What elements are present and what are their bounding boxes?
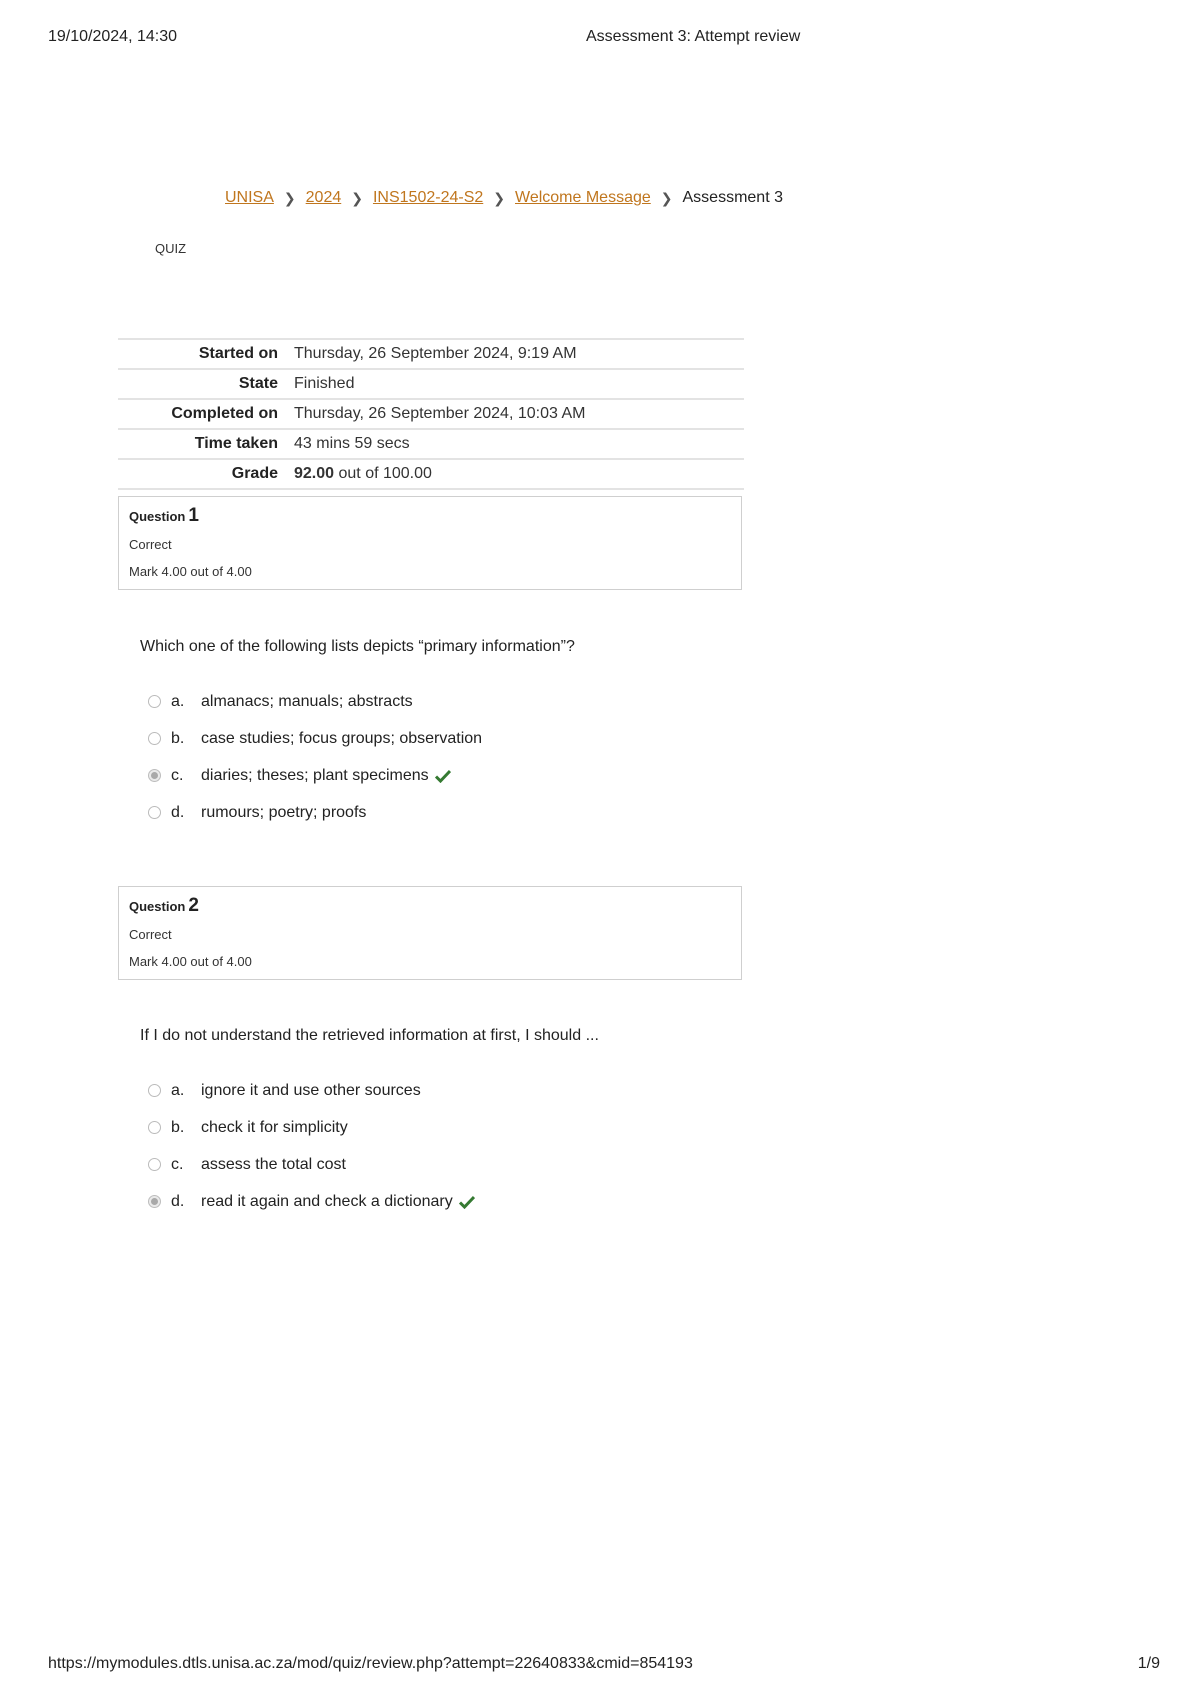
breadcrumb-current: Assessment 3 [682, 189, 783, 206]
attempt-summary-table [118, 338, 744, 490]
grade-out-of: out of 100.00 [338, 465, 432, 482]
grade-score: 92.00 [294, 465, 335, 482]
summary-label: Time taken [118, 429, 294, 459]
summary-value: Thursday, 26 September 2024, 9:19 AM [294, 339, 744, 369]
answer-letter: d. [171, 803, 185, 821]
check-icon [435, 769, 451, 783]
answer-list-1 [148, 683, 708, 831]
answer-text: rumours; poetry; proofs [201, 803, 367, 821]
question-number [129, 895, 731, 917]
summary-row-time-taken [118, 429, 744, 459]
summary-value [294, 459, 744, 489]
answer-text: read it again and check a dictionary [201, 1192, 453, 1210]
answer-option [148, 720, 708, 757]
chevron-right-icon: ❯ [660, 189, 673, 206]
summary-value: Finished [294, 369, 744, 399]
answer-radio[interactable] [148, 695, 161, 708]
question-text-1: Which one of the following lists depicts “primary information”? [140, 638, 575, 655]
answer-option-selected [148, 757, 708, 794]
answer-letter: c. [171, 1155, 184, 1173]
question-number-value: 2 [188, 895, 199, 916]
answer-list-2 [148, 1072, 708, 1220]
answer-radio[interactable] [148, 732, 161, 745]
chevron-right-icon: ❯ [283, 189, 296, 206]
answer-text: assess the total cost [201, 1155, 346, 1173]
answer-radio[interactable] [148, 1084, 161, 1097]
summary-row-completed [118, 399, 744, 429]
answer-option [148, 1146, 708, 1183]
answer-text: diaries; theses; plant specimens [201, 766, 429, 784]
answer-letter: b. [171, 1118, 185, 1136]
answer-radio[interactable] [148, 1121, 161, 1134]
answer-text: ignore it and use other sources [201, 1081, 421, 1099]
summary-value: Thursday, 26 September 2024, 10:03 AM [294, 399, 744, 429]
activity-type-label: QUIZ [155, 241, 187, 256]
answer-option [148, 1109, 708, 1146]
question-info-2 [118, 886, 742, 980]
answer-option [148, 1072, 708, 1109]
question-text-2: If I do not understand the retrieved information at first, I should ... [140, 1027, 599, 1044]
question-state: Correct [129, 927, 172, 942]
question-number-value: 1 [188, 505, 199, 526]
breadcrumb-link-year[interactable]: 2024 [305, 189, 342, 206]
print-datetime: 19/10/2024, 14:30 [48, 28, 178, 45]
summary-row-started [118, 339, 744, 369]
answer-radio[interactable] [148, 1158, 161, 1171]
summary-row-state [118, 369, 744, 399]
answer-letter: c. [171, 766, 184, 784]
breadcrumb-link-module[interactable]: INS1502-24-S2 [372, 189, 484, 206]
answer-letter: d. [171, 1192, 185, 1210]
answer-text: case studies; focus groups; observation [201, 729, 483, 747]
question-state: Correct [129, 537, 172, 552]
breadcrumb-link-unisa[interactable]: UNISA [225, 189, 274, 206]
answer-option [148, 683, 708, 720]
print-page-number: 1/9 [1137, 1655, 1160, 1672]
chevron-right-icon: ❯ [351, 189, 363, 206]
answer-radio[interactable] [148, 806, 161, 819]
summary-label: State [118, 369, 294, 399]
question-label: Question [129, 899, 186, 914]
answer-letter: a. [171, 1081, 185, 1099]
print-footer-url: https://mymodules.dtls.unisa.ac.za/mod/quiz/review.php?attempt=22640833&cmid=854193 [48, 1655, 693, 1672]
summary-label: Started on [118, 339, 294, 369]
breadcrumb-link-welcome[interactable]: Welcome Message [515, 189, 651, 206]
question-info-1 [118, 496, 742, 590]
check-icon [459, 1195, 475, 1209]
question-label: Question [129, 509, 186, 524]
breadcrumb [225, 189, 783, 207]
summary-value: 43 mins 59 secs [294, 429, 744, 459]
question-number [129, 505, 731, 527]
summary-label: Completed on [118, 399, 294, 429]
question-mark: Mark 4.00 out of 4.00 [129, 564, 252, 579]
answer-option-selected [148, 1183, 708, 1220]
answer-option [148, 794, 708, 831]
summary-row-grade [118, 459, 744, 489]
answer-radio-selected[interactable] [148, 1195, 161, 1208]
answer-letter: a. [171, 692, 185, 710]
answer-text: almanacs; manuals; abstracts [201, 692, 413, 710]
answer-radio-selected[interactable] [148, 769, 161, 782]
summary-label: Grade [118, 459, 294, 489]
answer-text: check it for simplicity [201, 1118, 348, 1136]
question-mark: Mark 4.00 out of 4.00 [129, 954, 252, 969]
print-page-title: Assessment 3: Attempt review [586, 28, 801, 45]
answer-letter: b. [171, 729, 185, 747]
chevron-right-icon: ❯ [493, 189, 505, 206]
